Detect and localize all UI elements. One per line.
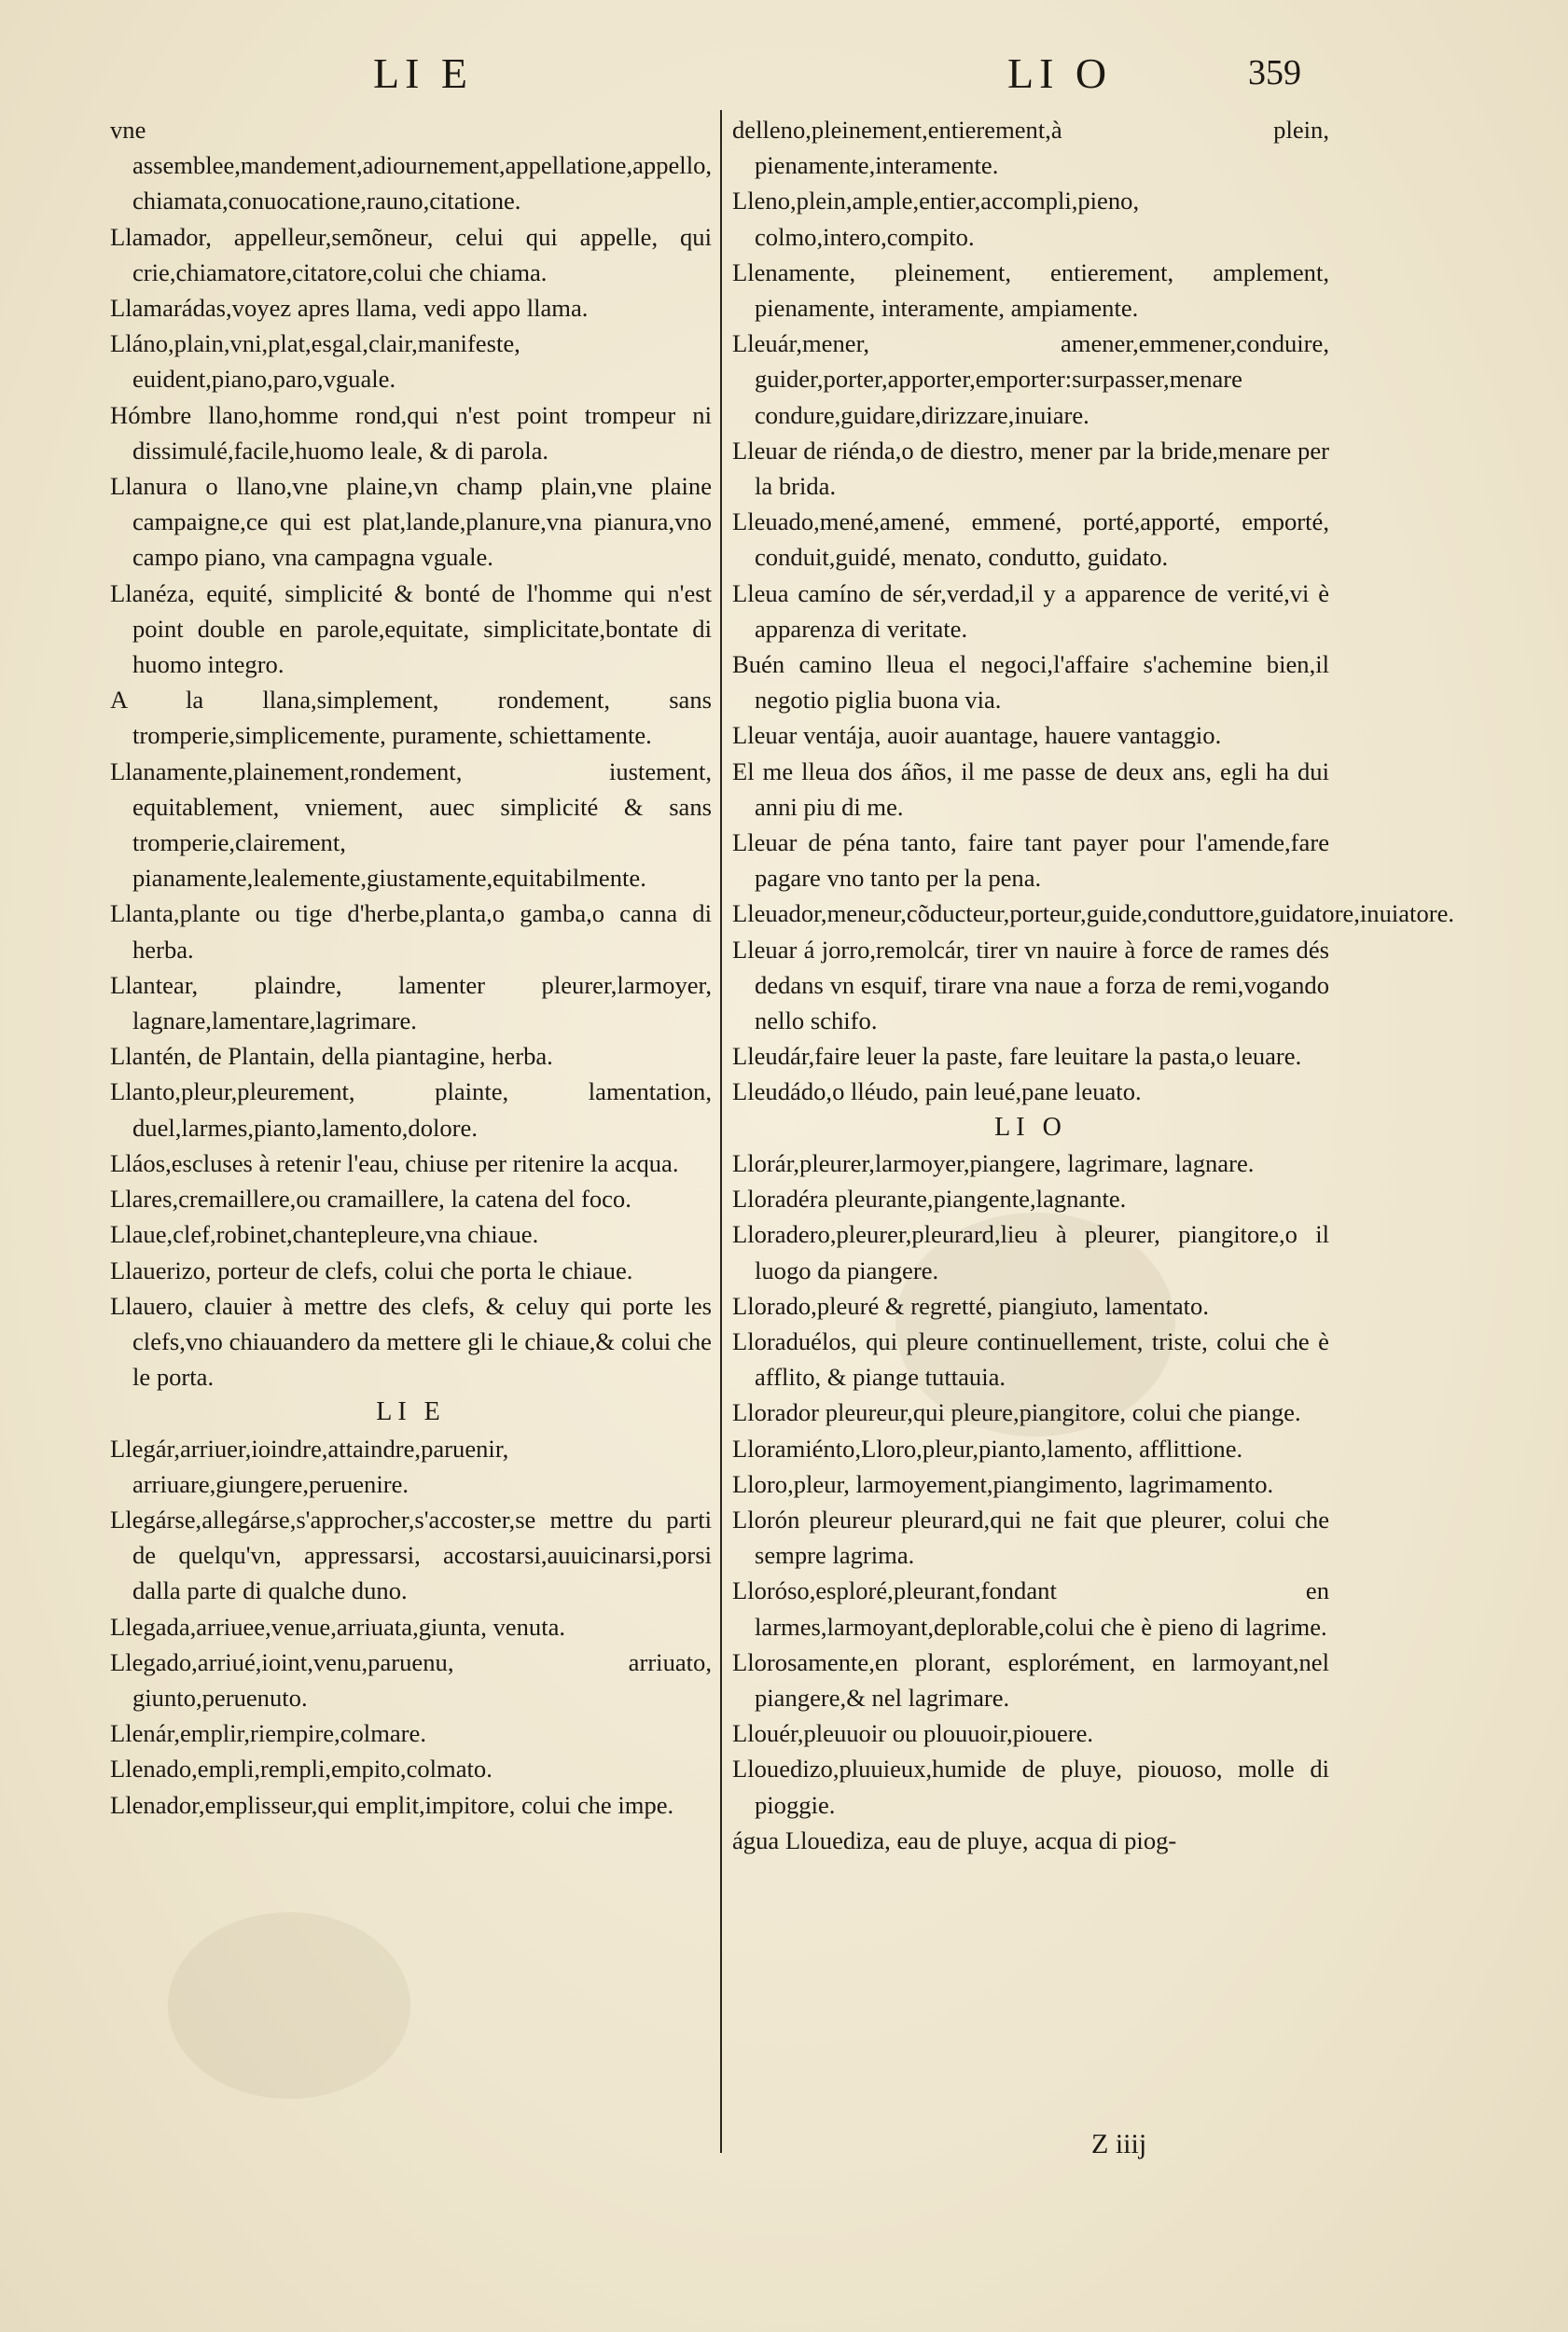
dictionary-entry: Buén camino lleua el negoci,l'affaire s'achemine bien,il negotio piglia buona via. xyxy=(732,650,1329,715)
dictionary-entry: Llorósο,esploré,pleurant,fondant en larmes,larmoyant,deplorable,colui che è pieno di lagrime. xyxy=(732,1576,1329,1641)
header-left: LI E xyxy=(373,49,474,97)
dictionary-entry: Llouér,pleuuoir ou plouuoir,piouere. xyxy=(732,1719,1094,1748)
dictionary-entry: delleno,pleinement,entierement,à plein, pienamente,interamente. xyxy=(732,116,1329,180)
dictionary-entry: Lloramiénto,Lloro,pleur,pianto,lamento, afflittione. xyxy=(732,1434,1243,1463)
catchword: Z iiij xyxy=(1091,2129,1147,2159)
dictionary-entry: Lleuar ventája, auoir auantage, hauere vantaggio. xyxy=(732,721,1222,750)
dictionary-entry: Llouedizo,pluuieux,humide de pluye, piouoso, molle di pioggie. xyxy=(732,1755,1329,1819)
section-heading: LI E xyxy=(376,1397,446,1427)
dictionary-entry: vne assemblee,mandement,adiournement,appellatione,appello, chiamata,conuocatione,rauno,citatione. xyxy=(110,116,713,215)
dictionary-entry: água Llouediza, eau de pluye, acqua di piog- xyxy=(732,1825,1177,1854)
dictionary-entry: Lláos,escluses à retenir l'eau, chiuse per ritenire la acqua. xyxy=(110,1148,679,1177)
dictionary-entry: Lleuado,mené,amené, emmené, porté,apporté, emporté, conduit,guidé, menato, condutto, guidato. xyxy=(732,507,1329,572)
dictionary-entry: Llauero, clauier à mettre des clefs, & celuy qui porte les clefs,vno chiauandero da mettere gli le chiaue,& colui che le porta. xyxy=(110,1291,712,1392)
header-right: LI O xyxy=(1007,49,1113,97)
dictionary-entry: Llantén, de Plantain, della piantagine, herba. xyxy=(110,1042,553,1071)
dictionary-entry: Lleuador,meneur,cõducteur,porteur,guide,conduttore,guidatore,inuiatore. xyxy=(732,899,1455,928)
dictionary-entry: Llorador pleureur,qui pleure,piangitore, colui che piange. xyxy=(732,1398,1301,1427)
dictionary-entry: Lleuar de riénda,o de diestro, mener par la bride,menare per la brida. xyxy=(732,436,1329,501)
dictionary-entry: Lleuar de péna tanto, faire tant payer pour l'amende,fare pagare vno tanto per la pena. xyxy=(732,828,1329,893)
dictionary-entry: Llanta,plante ou tige d'herbe,planta,o gamba,o canna di herba. xyxy=(110,899,712,964)
dictionary-entry: A la llana,simplement, rondement, sans tromperie,simplicemente, puramente, schiettamente. xyxy=(110,686,712,750)
dictionary-entry: Llegado,arriué,ioint,venu,paruenu, arriuato, giunto,peruenuto. xyxy=(110,1647,712,1712)
dictionary-entry: Llegárse,allegárse,s'approcher,s'accoster,se mettre du parti de quelqu'vn, appressarsi, accostarsi,auuicinarsi,porsi dalla parte di qualche duno. xyxy=(110,1505,712,1605)
dictionary-entry: Hómbre llano,homme rond,qui n'est point trompeur ni dissimulé,facile,huomo leale, & di parola. xyxy=(110,400,712,465)
section-heading: LI O xyxy=(994,1112,1067,1142)
dictionary-entry: Llorár,pleurer,larmoyer,piangere, lagrimare, lagnare. xyxy=(732,1148,1255,1177)
dictionary-entry: Lleuar á jorro,remolcár, tirer vn nauire à force de rames dés dedans vn esquif, tirare vna naue a forza de remi,vogando nello schifo. xyxy=(732,935,1329,1035)
dictionary-entry: Lleua camíno de sér,verdad,il y a apparence de verité,vi è apparenza di veritate. xyxy=(732,578,1329,643)
dictionary-entry: El me lleua dos áños, il me passe de deux ans, egli ha dui anni piu di me. xyxy=(732,757,1329,821)
right-column xyxy=(732,112,1455,1858)
dictionary-entry: Llenador,emplisseur,qui emplit,impitore, colui che impe. xyxy=(110,1790,674,1819)
dictionary-entry: Llanéza, equité, simplicité & bonté de l'homme qui n'est point double en parole,equitate, simplicitate,bontate di huomo integro. xyxy=(110,578,712,679)
dictionary-entry: Lláno,plain,vni,plat,esgal,clair,manifeste, euident,piano,paro,vguale. xyxy=(110,329,520,394)
dictionary-entry: Lleudádo,o lléudo, pain leué,pane leuato. xyxy=(732,1077,1142,1106)
dictionary-entry: Llanamente,plainement,rondement, iustement, equitablement, vniement, auec simplicité & sans tromperie,clairement, pianamente,lealemente,giustamente,equitabilmente. xyxy=(110,757,712,893)
dictionary-entry: Lleno,plein,ample,entier,accompli,pieno, colmo,intero,compito. xyxy=(732,187,1140,251)
dictionary-entry: Lloradéra pleurante,piangente,lagnante. xyxy=(732,1185,1127,1214)
dictionary-entry: Llanura o llano,vne plaine,vn champ plain,vne plaine campaigne,ce qui est plat,lande,planure,vna pianura,vno campo piano, vna campagna vguale. xyxy=(110,472,712,572)
dictionary-entry: Llorosamente,en plorant, esplorément, en larmoyant,nel piangere,& nel lagrimare. xyxy=(732,1647,1329,1712)
dictionary-entry: Llanto,pleur,pleurement, plainte, lamentation, duel,larmes,pianto,lamento,dolore. xyxy=(110,1077,712,1142)
dictionary-entry: Llorado,pleuré & regretté, piangiuto, lamentato. xyxy=(732,1291,1210,1320)
column-rule xyxy=(720,110,722,2153)
page-number: 359 xyxy=(1248,53,1301,92)
dictionary-entry: Llares,cremaillere,ou cramaillere, la catena del foco. xyxy=(110,1185,631,1214)
dictionary-entry: Llenamente, pleinement, entierement, amplement, pienamente, interamente, ampiamente. xyxy=(732,257,1329,323)
dictionary-entry: Llaue,clef,robinet,chantepleure,vna chiaue. xyxy=(110,1220,539,1249)
dictionary-entry: Lleudár,faire leuer la paste, fare leuitare la pasta,o leuare. xyxy=(732,1042,1302,1071)
dictionary-entry: Lloradero,pleurer,pleurard,lieu à pleurer, piangitore,o il luogo da piangere. xyxy=(732,1220,1329,1284)
dictionary-entry: Llamador, appelleur,semõneur, celui qui appelle, qui crie,chiamatore,citatore,colui che chiama. xyxy=(110,222,712,286)
dictionary-entry: Llenár,emplir,riempire,colmare. xyxy=(110,1719,426,1748)
dictionary-entry: Llauerizo, porteur de clefs, colui che porta le chiaue. xyxy=(110,1256,633,1284)
dictionary-entry: Llamarádas,voyez apres llama, vedi appo llama. xyxy=(110,294,589,323)
dictionary-entry: Llantear, plaindre, lamenter pleurer,larmoyer, lagnare,lamentare,lagrimare. xyxy=(110,970,712,1035)
dictionary-entry: Lleuár,mener, amener,emmener,conduire, guider,porter,apporter,emporter:surpasser,menare condure,guidare,dirizzare,inuiare. xyxy=(732,329,1329,429)
left-column xyxy=(110,112,712,1823)
dictionary-entry: Llegár,arriuer,ioindre,attaindre,paruenir, arriuare,giungere,peruenire. xyxy=(110,1434,509,1498)
dictionary-entry: Llegada,arriuee,venue,arriuata,giunta, venuta. xyxy=(110,1612,566,1641)
dictionary-entry: Lloraduélos, qui pleure continuellement, triste, colui che è afflito, & piange tuttauia. xyxy=(732,1326,1329,1392)
running-header xyxy=(0,49,1568,114)
dictionary-entry: Llorón pleureur pleurard,qui ne fait que pleurer, colui che sempre lagrima. xyxy=(732,1505,1329,1570)
dictionary-entry: Llenado,empli,rempli,empito,colmato. xyxy=(110,1755,493,1784)
paper-stain xyxy=(168,1912,410,2099)
dictionary-entry: Lloro,pleur, larmoyement,piangimento, lagrimamento. xyxy=(732,1469,1274,1498)
